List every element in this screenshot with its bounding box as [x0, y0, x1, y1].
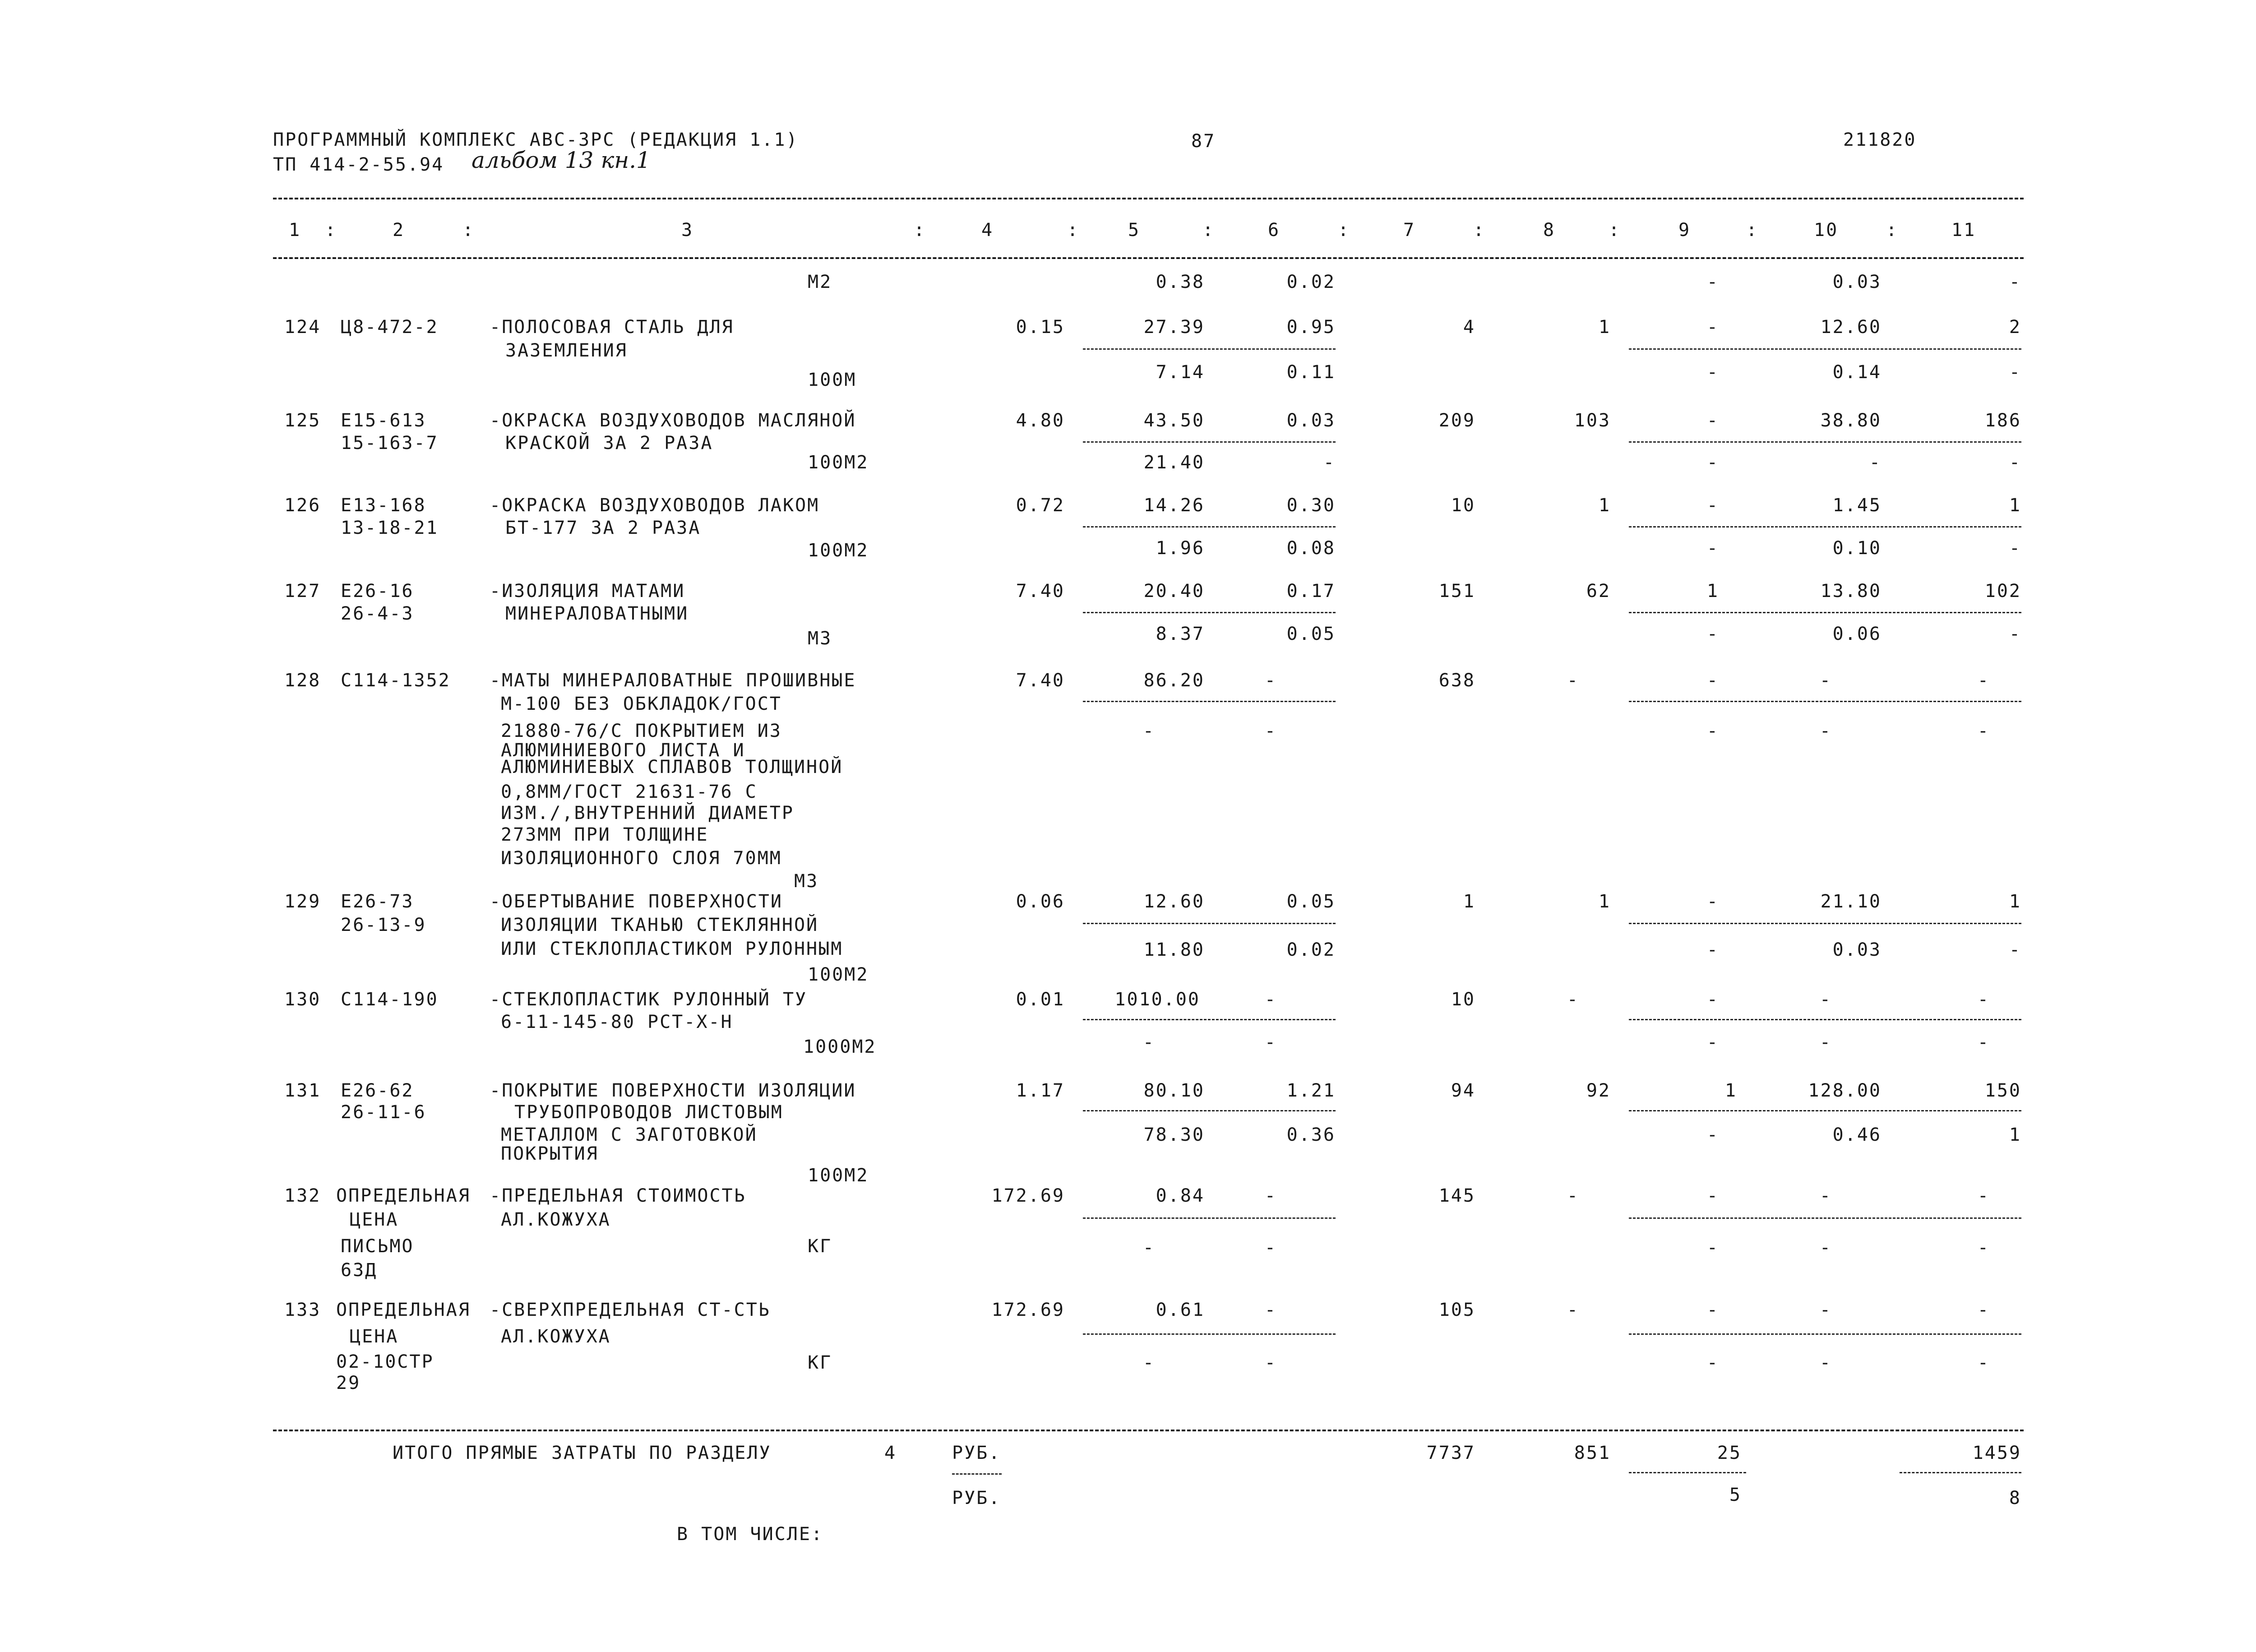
row-code: 15-163-7	[341, 433, 439, 453]
totals-including: В ТОМ ЧИСЛЕ:	[677, 1524, 823, 1545]
unit: КГ	[808, 1236, 832, 1257]
row-number: 126	[284, 495, 321, 516]
cell-c9: 1	[1724, 1080, 1737, 1101]
totals-c9: 25	[1717, 1443, 1742, 1463]
cell-c10: 128.00	[1808, 1080, 1882, 1101]
cell-c5b: 78.30	[1143, 1124, 1205, 1145]
totals-section: 4	[884, 1443, 897, 1463]
totals-top-rule	[273, 1430, 2024, 1431]
col-header: 10	[1814, 220, 1839, 241]
cell-c9: -	[1706, 495, 1719, 516]
row-code: Е26-62	[341, 1080, 414, 1101]
cell-c6: -	[1264, 1185, 1277, 1206]
row-number: 133	[284, 1300, 321, 1320]
cell-c11: 186	[1984, 410, 2021, 431]
row-code: 29	[336, 1373, 361, 1393]
cell-c7: 10	[1451, 495, 1475, 516]
row-code: ЦЕНА	[350, 1209, 399, 1230]
unit: КГ	[808, 1352, 832, 1373]
cell-c4: 172.69	[991, 1185, 1065, 1206]
cell-c6: 0.95	[1286, 317, 1336, 338]
col-sep: :	[1202, 220, 1215, 241]
totals-label: ИТОГО ПРЯМЫЕ ЗАТРАТЫ ПО РАЗДЕЛУ	[393, 1443, 772, 1463]
row-desc: -СТЕКЛОПЛАСТИК РУЛОННЫЙ ТУ	[490, 989, 808, 1010]
row-desc: -ПРЕДЕЛЬНАЯ СТОИМОСТЬ	[490, 1185, 746, 1206]
row-number: 128	[284, 670, 321, 691]
row-code: 63Д	[341, 1260, 378, 1281]
cell-c4: 0.01	[1016, 989, 1065, 1010]
cell-c11: -	[1977, 989, 1990, 1010]
page-number: 87	[1191, 131, 1216, 152]
row-desc: АЛ.КОЖУХА	[501, 1326, 611, 1347]
row-code: 02-10СТР	[336, 1351, 434, 1372]
unit: 100М2	[808, 540, 869, 561]
cell-c5b: 11.80	[1143, 939, 1205, 960]
row-number: 129	[284, 891, 321, 912]
cell-c8: -	[1567, 1300, 1579, 1320]
cell-c11b: -	[2009, 624, 2021, 644]
cell-c10b: -	[1819, 721, 1832, 741]
cell-c9b: -	[1706, 1124, 1719, 1145]
cell-c5: 80.10	[1143, 1080, 1205, 1101]
currency-dash	[952, 1473, 1002, 1475]
cell-c9: -	[1706, 317, 1719, 338]
cell-c9: -	[1706, 1185, 1719, 1206]
subtotal-dash	[1629, 1217, 2021, 1219]
col-sep: :	[1609, 220, 1621, 241]
row-desc: АЛ.КОЖУХА	[501, 1209, 611, 1230]
cell-c9b: -	[1706, 1352, 1719, 1373]
cell-c5b: 7.14	[1156, 362, 1205, 383]
subtotal-dash	[1629, 1019, 2021, 1020]
cell-c5: 0.61	[1156, 1300, 1205, 1320]
cell-c6: -	[1264, 989, 1277, 1010]
cell-c9b: -	[1706, 624, 1719, 644]
cell-c9b: -	[1706, 452, 1719, 473]
cell-c10: -	[1819, 670, 1832, 691]
row-desc: КРАСКОЙ ЗА 2 РАЗА	[505, 433, 713, 453]
cell-c4: 1.17	[1016, 1080, 1065, 1101]
cell-c5: 12.60	[1143, 891, 1205, 912]
subtotal-dash	[1629, 526, 2021, 528]
row-code: 26-4-3	[341, 603, 414, 624]
totals-c7: 7737	[1426, 1443, 1475, 1463]
cell-c9b: -	[1706, 538, 1719, 559]
row-desc: -ИЗОЛЯЦИЯ МАТАМИ	[490, 581, 685, 602]
cell-c6b: -	[1264, 1237, 1277, 1258]
doc-number: 211820	[1843, 130, 1917, 150]
cell-c9b: -	[1706, 721, 1719, 741]
handwritten-note: альбом 13 кн.1	[472, 147, 651, 173]
cell-c10: -	[1819, 1185, 1832, 1206]
cell-c7: 94	[1451, 1080, 1475, 1101]
cell-c7: 4	[1463, 317, 1475, 338]
cell-c10: 12.60	[1820, 317, 1882, 338]
cell-c11: -	[1977, 1300, 1990, 1320]
row-desc: ИЗОЛЯЦИИ ТКАНЬЮ СТЕКЛЯННОЙ	[501, 915, 819, 935]
col-header: 4	[981, 220, 994, 241]
col-sep: :	[1886, 220, 1899, 241]
cell-c9b: -	[1706, 362, 1719, 383]
cell-c11b: -	[2009, 939, 2021, 960]
cell-c7: 151	[1438, 581, 1475, 602]
cell-c10b: -	[1819, 1032, 1832, 1053]
row-desc: -МАТЫ МИНЕРАЛОВАТНЫЕ ПРОШИВНЫЕ	[490, 670, 856, 691]
row-desc: -СВЕРХПРЕДЕЛЬНАЯ СТ-СТЬ	[490, 1300, 771, 1320]
cell-c4: 7.40	[1016, 581, 1065, 602]
cell-c5: 20.40	[1143, 581, 1205, 602]
subtotal-dash	[1629, 1110, 2021, 1111]
cell-c7: 145	[1438, 1185, 1475, 1206]
cell-c5b: 1.96	[1156, 538, 1205, 559]
cell-c10b: 0.46	[1832, 1124, 1882, 1145]
row-code: ОПРЕДЕЛЬНАЯ	[336, 1300, 471, 1320]
cell-c6b: -	[1323, 452, 1336, 473]
cell-c4: 0.06	[1016, 891, 1065, 912]
cell-c6: 0.05	[1286, 891, 1336, 912]
row-desc: ТРУБОПРОВОДОВ ЛИСТОВЫМ	[514, 1102, 783, 1123]
cell-c11: 1	[2009, 495, 2021, 516]
cell-c10: -	[1819, 1300, 1832, 1320]
row-code: Е26-16	[341, 581, 414, 602]
totals-currency: РУБ.	[952, 1488, 1001, 1509]
cell-c10: -	[1819, 989, 1832, 1010]
unit: М3	[794, 871, 819, 892]
cell-c11: 150	[1984, 1080, 2021, 1101]
totals-c11b: 8	[2009, 1488, 2021, 1509]
cell-c9: -	[1706, 891, 1719, 912]
cell-c10b: 0.06	[1832, 624, 1882, 644]
row-desc: ЗАЗЕМЛЕНИЯ	[505, 340, 628, 361]
row-desc: МЕТАЛЛОМ С ЗАГОТОВКОЙ	[501, 1124, 758, 1145]
row-desc: 21880-76/С ПОКРЫТИЕМ ИЗ	[501, 721, 782, 741]
cell-c10b: -	[1819, 1237, 1832, 1258]
cell-c6: -	[1264, 670, 1277, 691]
col-sep: :	[1067, 220, 1080, 241]
row-number: 131	[284, 1080, 321, 1101]
cell-c5b: 8.37	[1156, 624, 1205, 644]
cell-c9b: -	[1706, 1237, 1719, 1258]
cell-c5b: -	[1142, 1352, 1155, 1373]
row-desc: 273ММ ПРИ ТОЛЩИНЕ	[501, 824, 709, 845]
header-bottom-rule	[273, 257, 2024, 259]
row-desc: МИНЕРАЛОВАТНЫМИ	[505, 603, 689, 624]
cell-c6b: 0.36	[1286, 1124, 1336, 1145]
cell-c5b: -	[1142, 1237, 1155, 1258]
subtotal-dash	[1083, 1333, 1336, 1335]
cell-c4: 7.40	[1016, 670, 1065, 691]
row-desc: ИЗОЛЯЦИОННОГО СЛОЯ 70ММ	[501, 848, 782, 869]
subtotal-dash	[1629, 441, 2021, 443]
cell-c11b: -	[2009, 452, 2021, 473]
row-code: Е26-73	[341, 891, 414, 912]
row-number: 124	[284, 317, 321, 338]
cell-c9b: -	[1706, 1032, 1719, 1053]
subtotal-dash	[1083, 1019, 1336, 1020]
col-sep: :	[462, 220, 475, 241]
row-desc: 6-11-145-80 РСТ-Х-Н	[501, 1012, 733, 1032]
unit: 100М2	[808, 964, 869, 985]
cell-c8: 1	[1598, 495, 1611, 516]
row-desc: -ПОЛОСОВАЯ СТАЛЬ ДЛЯ	[490, 317, 734, 338]
cell-c9: -	[1706, 670, 1719, 691]
row-desc: АЛЮМИНИЕВОГО ЛИСТА И	[501, 740, 745, 761]
cell-c9b: -	[1706, 939, 1719, 960]
row-desc: 0,8ММ/ГОСТ 21631-76 С	[501, 782, 758, 802]
subtotal-dash	[1083, 1217, 1336, 1219]
cell-c5: 27.39	[1143, 317, 1205, 338]
cell-c6: 0.03	[1286, 410, 1336, 431]
subtotal-dash	[1629, 923, 2021, 924]
subtotal-dash	[1083, 526, 1336, 528]
subtotal-dash	[1083, 1110, 1336, 1111]
cell-c4: 4.80	[1016, 410, 1065, 431]
cell-c8: 1	[1598, 317, 1611, 338]
cell-c11b: -	[2009, 538, 2021, 559]
cell-c10b: -	[1869, 452, 1882, 473]
cell-c5b: -	[1142, 721, 1155, 741]
cell-c9: -	[1706, 989, 1719, 1010]
cell-c5b: 21.40	[1143, 452, 1205, 473]
cell-c6b: -	[1264, 721, 1277, 741]
cell-c6b: 0.11	[1286, 362, 1336, 383]
col-header: 1	[289, 220, 301, 241]
unit: 100М2	[808, 1165, 869, 1186]
unit: 100М	[808, 370, 857, 390]
cell-c11: 1	[2009, 891, 2021, 912]
totals-c11: 1459	[1972, 1443, 2021, 1463]
cell-c5b: -	[1142, 1032, 1155, 1053]
cell-c5: 86.20	[1143, 670, 1205, 691]
cell-c11b: -	[2009, 362, 2021, 383]
col-header: 3	[681, 220, 694, 241]
cell-c7: 638	[1438, 670, 1475, 691]
col-sep: :	[1338, 220, 1350, 241]
col-sep: :	[914, 220, 926, 241]
col-header: 7	[1403, 220, 1416, 241]
row-code: Ц8-472-2	[341, 317, 439, 338]
cell-c6: 1.21	[1286, 1080, 1336, 1101]
cell-c8: 1	[1598, 891, 1611, 912]
cell-c10b: -	[1819, 1352, 1832, 1373]
row-desc: -ПОКРЫТИЕ ПОВЕРХНОСТИ ИЗОЛЯЦИИ	[490, 1080, 856, 1101]
cell-c5: 1010.00	[1114, 989, 1200, 1010]
subtotal-dash	[1083, 923, 1336, 924]
row-code: С114-190	[341, 989, 439, 1010]
cell-c9: -	[1706, 410, 1719, 431]
col-sep: :	[1473, 220, 1486, 241]
cell-c6b: -	[1264, 1032, 1277, 1053]
row-number: 132	[284, 1185, 321, 1206]
cell-c6: -	[1264, 1300, 1277, 1320]
cell-c5: 14.26	[1143, 495, 1205, 516]
cell-c8: -	[1567, 670, 1579, 691]
cell-c10b: 0.10	[1832, 538, 1882, 559]
row-desc: АЛЮМИНИЕВЫХ СПЛАВОВ ТОЛЩИНОЙ	[501, 757, 843, 777]
subtotal-dash	[1900, 1472, 2021, 1473]
cell-c10b: 0.03	[1832, 939, 1882, 960]
cell-c4: 0.72	[1016, 495, 1065, 516]
cell-c5b: 0.38	[1156, 272, 1205, 292]
row-code: 26-11-6	[341, 1102, 426, 1123]
cell-c9b: -	[1706, 272, 1719, 292]
row-code: Е13-168	[341, 495, 426, 516]
row-code: С114-1352	[341, 670, 451, 691]
cell-c9: 1	[1706, 581, 1719, 602]
col-sep: :	[1746, 220, 1759, 241]
row-desc: -ОКРАСКА ВОЗДУХОВОДОВ МАСЛЯНОЙ	[490, 410, 856, 431]
cell-c6b: -	[1264, 1352, 1277, 1373]
row-code: ЦЕНА	[350, 1326, 399, 1347]
row-code: ПИСЬМО	[341, 1236, 414, 1257]
cell-c11b: -	[2009, 272, 2021, 292]
col-header: 5	[1128, 220, 1141, 241]
col-header: 9	[1678, 220, 1691, 241]
cell-c11b: -	[1977, 721, 1990, 741]
row-number: 127	[284, 581, 321, 602]
cell-c6b: 0.02	[1286, 939, 1336, 960]
cell-c5: 0.84	[1156, 1185, 1205, 1206]
cell-c7: 10	[1451, 989, 1475, 1010]
row-desc: М-100 БЕЗ ОБКЛАДОК/ГОСТ	[501, 694, 782, 714]
subtotal-dash	[1083, 612, 1336, 613]
cell-c8: -	[1567, 1185, 1579, 1206]
unit: М3	[808, 628, 832, 649]
header-line1: ПРОГРАММНЫЙ КОМПЛЕКС АВС-3РС (РЕДАКЦИЯ 1.1)	[273, 130, 799, 150]
cell-c8: 62	[1586, 581, 1611, 602]
unit: М2	[808, 272, 832, 292]
cell-c11b: 1	[2009, 1124, 2021, 1145]
cell-c7: 1	[1463, 891, 1475, 912]
row-desc: -ОКРАСКА ВОЗДУХОВОДОВ ЛАКОМ	[490, 495, 820, 516]
row-code: ОПРЕДЕЛЬНАЯ	[336, 1185, 471, 1206]
totals-c8: 851	[1574, 1443, 1611, 1463]
row-number: 130	[284, 989, 321, 1010]
cell-c6: 0.17	[1286, 581, 1336, 602]
cell-c11: 102	[1984, 581, 2021, 602]
row-number: 125	[284, 410, 321, 431]
cell-c11: -	[1977, 1185, 1990, 1206]
cell-c5: 43.50	[1143, 410, 1205, 431]
totals-currency: РУБ.	[952, 1443, 1001, 1463]
cell-c7: 209	[1438, 410, 1475, 431]
subtotal-dash	[1629, 348, 2021, 350]
subtotal-dash	[1629, 701, 2021, 702]
cell-c10: 38.80	[1820, 410, 1882, 431]
cell-c8: 103	[1574, 410, 1611, 431]
subtotal-dash	[1629, 1333, 2021, 1335]
cell-c6b: 0.05	[1286, 624, 1336, 644]
subtotal-dash	[1083, 701, 1336, 702]
cell-c10b: 0.14	[1832, 362, 1882, 383]
cell-c9: -	[1706, 1300, 1719, 1320]
unit: 1000М2	[803, 1037, 877, 1057]
col-header: 2	[393, 220, 405, 241]
cell-c10b: 0.03	[1832, 272, 1882, 292]
row-code: 13-18-21	[341, 518, 439, 538]
cell-c6b: 0.02	[1286, 272, 1336, 292]
cell-c6: 0.30	[1286, 495, 1336, 516]
cell-c8: 92	[1586, 1080, 1611, 1101]
cell-c11: 2	[2009, 317, 2021, 338]
subtotal-dash	[1083, 441, 1336, 443]
totals-c9b: 5	[1729, 1485, 1742, 1505]
row-desc: ИЗМ./,ВНУТРЕННИЙ ДИАМЕТР	[501, 803, 794, 824]
cell-c10: 1.45	[1832, 495, 1882, 516]
row-code: 26-13-9	[341, 915, 426, 935]
cell-c11: -	[1977, 670, 1990, 691]
cell-c7: 105	[1438, 1300, 1475, 1320]
cell-c11b: -	[1977, 1352, 1990, 1373]
subtotal-dash	[1629, 1472, 1746, 1473]
row-code: Е15-613	[341, 410, 426, 431]
row-desc: -ОБЕРТЫВАНИЕ ПОВЕРХНОСТИ	[490, 891, 783, 912]
col-header: 8	[1543, 220, 1556, 241]
unit: 100М2	[808, 452, 869, 473]
col-header: 6	[1268, 220, 1281, 241]
cell-c6b: 0.08	[1286, 538, 1336, 559]
cell-c8: -	[1567, 989, 1579, 1010]
cell-c11b: -	[1977, 1237, 1990, 1258]
row-desc: ИЛИ СТЕКЛОПЛАСТИКОМ РУЛОННЫМ	[501, 939, 843, 959]
row-desc: БТ-177 ЗА 2 РАЗА	[505, 518, 701, 538]
header-line2: ТП 414-2-55.94	[273, 154, 444, 175]
cell-c10: 21.10	[1820, 891, 1882, 912]
row-desc: ПОКРЫТИЯ	[501, 1143, 599, 1164]
cell-c4: 0.15	[1016, 317, 1065, 338]
subtotal-dash	[1629, 612, 2021, 613]
col-header: 11	[1951, 220, 1976, 241]
col-sep: :	[325, 220, 337, 241]
cell-c11b: -	[1977, 1032, 1990, 1053]
table-top-rule	[273, 198, 2024, 199]
subtotal-dash	[1083, 348, 1336, 350]
cell-c10: 13.80	[1820, 581, 1882, 602]
cell-c4: 172.69	[991, 1300, 1065, 1320]
